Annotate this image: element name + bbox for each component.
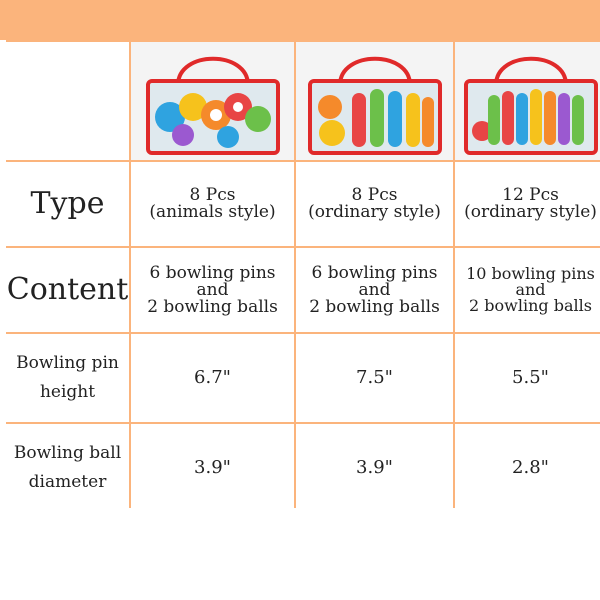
type-cell-col1 bbox=[131, 162, 294, 246]
pin-height-label-line1: Bowling pin bbox=[16, 353, 119, 374]
header-empty-cell bbox=[6, 42, 129, 160]
row-label-content: Content bbox=[6, 248, 129, 332]
pin-height-label-line2: height bbox=[39, 382, 96, 402]
top-banner bbox=[0, 0, 600, 40]
pin-height-col2: 7.5" bbox=[296, 334, 453, 422]
type-col3-line1: 12 Pcs bbox=[502, 185, 559, 205]
ball-diameter-col3: 2.8" bbox=[455, 424, 600, 512]
content-cell-col2 bbox=[296, 248, 453, 332]
type-col3-line2: (ordinary style) bbox=[464, 202, 597, 222]
bag-with-animal-pins-image bbox=[138, 45, 288, 157]
content-col1-line2: and bbox=[196, 279, 229, 300]
content-col2-line2: and bbox=[358, 279, 391, 300]
content-cell-col1 bbox=[131, 248, 294, 332]
type-col2-line1: 8 Pcs bbox=[351, 185, 398, 205]
ball-diameter-label-line1: Bowling ball bbox=[13, 443, 122, 464]
row-label-type: Type bbox=[6, 162, 129, 246]
pin-height-col1: 6.7" bbox=[131, 334, 294, 422]
content-col2-line1: 6 bowling pins bbox=[311, 262, 438, 283]
type-cell-col3 bbox=[455, 162, 600, 246]
type-col1-line1: 8 Pcs bbox=[189, 185, 236, 205]
content-col2-line3: 2 bowling balls bbox=[309, 296, 440, 317]
product-image-animals-8pcs bbox=[131, 42, 294, 160]
content-cell-col3 bbox=[455, 248, 600, 332]
ball-diameter-label-line2: diameter bbox=[28, 472, 107, 492]
type-col2-line2: (ordinary style) bbox=[308, 202, 441, 222]
content-col3-line1: 10 bowling pins bbox=[466, 264, 595, 283]
comparison-table bbox=[6, 40, 600, 508]
product-image-ordinary-8pcs bbox=[296, 42, 453, 160]
content-col1-line1: 6 bowling pins bbox=[149, 262, 276, 283]
ball-diameter-col2: 3.9" bbox=[296, 424, 453, 512]
bag-with-ordinary-pins-image bbox=[300, 45, 450, 157]
type-col1-line2: (animals style) bbox=[149, 202, 276, 222]
ball-diameter-col1: 3.9" bbox=[131, 424, 294, 512]
bag-with-12-pins-image bbox=[458, 45, 600, 157]
row-label-ball-diameter bbox=[6, 424, 129, 512]
content-col1-line3: 2 bowling balls bbox=[147, 296, 278, 317]
type-cell-col2 bbox=[296, 162, 453, 246]
pin-height-col3: 5.5" bbox=[455, 334, 600, 422]
content-col3-line3: 2 bowling balls bbox=[469, 296, 592, 315]
product-image-ordinary-12pcs bbox=[455, 42, 600, 160]
row-label-pin-height bbox=[6, 334, 129, 422]
content-col3-line2: and bbox=[515, 280, 546, 299]
